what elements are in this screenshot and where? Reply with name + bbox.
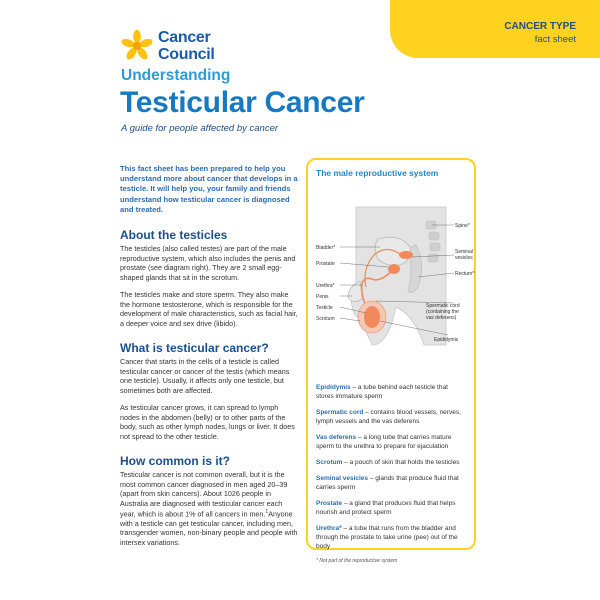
panel-title: The male reproductive system [316,168,439,178]
page-kicker: Understanding [121,67,231,84]
label-prostate: Prostate [316,261,335,267]
label-spine: Spine* [455,223,470,229]
definition-urethra: Urethra* – a tube that runs from the bladder and through the prostate to take urine (pee) out of the body [316,525,458,550]
definition-scrotum: Scrotum – a pouch of skin that holds the testicles [316,459,460,466]
reproductive-system-panel [306,158,476,564]
paragraph: The testicles make and store sperm. They also make the hormone testosterone, which is responsible for the development of male characteristics, such as facial hair, a deeper voice and sex drive (libido). [120,290,298,328]
testicle [364,306,380,328]
label-spermatic-cord: (containing the [426,309,459,315]
label-seminal-vesicles: vesicles [455,255,473,261]
page-title: Testicular Cancer [120,86,365,119]
definitions-list [316,383,466,564]
paragraph: Testicular cancer is not common overall, but it is the most common cancer diagnosed in men aged 20–39 (apart from skin cancers). About 1026 people in Australia are diagnosed with testicular cancer each year, which is about 1% of all cancers in men.$^1$Anyone with a testicle can get testicular cancer, including men, transgender women, non-binary people and people with intersex variations. [120,470,298,547]
brand-name: Cancer Council [158,29,215,63]
page-subtitle: A guide for people affected by cancer [121,123,279,134]
main-text-column [120,164,298,555]
cancer-type-title: CANCER TYPE [504,21,576,32]
definition-spermatic-cord: Spermatic cord – contains blood vessels, nerves, lymph vessels and the vas deferens [316,409,461,425]
definition-epididymis: Epididymis – a tube behind each testicle that stores immature sperm [316,384,448,400]
cancer-type-tab [390,0,600,58]
paragraph: The testicles (also called testes) are part of the male reproductive system, which also includes the penis and prostate (see diagram right). They are 2 small egg-shaped glands that sit in the scrotum. [120,244,296,282]
intro-text: This fact sheet has been prepared to help you understand more about cancer that develops in a testicle. It will help you, your family and friends understand how testicular cancer is diagnosed and treated. [120,164,298,214]
footnote: * Not part of the reproductive system [316,558,398,564]
label-rectum: Rectum* [455,271,475,277]
label-spermatic-cord: Spermatic cord [426,303,460,309]
footnote-ref: 1 [265,509,269,516]
label-seminal-vesicles: Seminal [455,249,474,255]
penis [348,281,362,302]
cancer-type-subtitle: fact sheet [534,34,576,45]
definition-seminal-vesicles: Seminal vesicles – glands that produce fluid that carries sperm [316,475,459,491]
definition-vas-deferens: Vas deferens – a long tube that carries mature sperm to the urethra to prepare for ejaculation [316,434,452,450]
label-epididymis: Epididymis [434,337,459,343]
label-spermatic-cord: vas deferens) [426,315,457,321]
label-testicle: Testicle [316,305,333,311]
label-urethra: Urethra* [316,283,335,289]
heading-what-is-testicular-cancer: What is testicular cancer? [120,341,269,356]
paragraph: Cancer that starts in the cells of a testicle is called testicular cancer or cancer of the testis (which means one testicle). Usually, it affects only one testicle, but sometimes both are affected. [120,357,290,395]
label-scrotum: Scrotum [316,316,335,322]
definition-prostate: Prostate – a gland that produces fluid that helps nourish and protect sperm [316,500,456,516]
cancer-council-logo [120,28,220,64]
paragraph: As testicular cancer grows, it can spread to lymph nodes in the abdomen (belly) or to other parts of the body, such as other lymph nodes, lungs or liver. It does not spread to the other testicle. [120,403,295,441]
label-bladder: Bladder* [316,245,336,251]
reproductive-system-diagram [314,195,475,360]
label-penis: Penis [316,294,329,300]
daffodil-icon [120,29,154,63]
heading-how-common: How common is it? [120,454,231,469]
heading-about-testicles: About the testicles [120,228,228,243]
